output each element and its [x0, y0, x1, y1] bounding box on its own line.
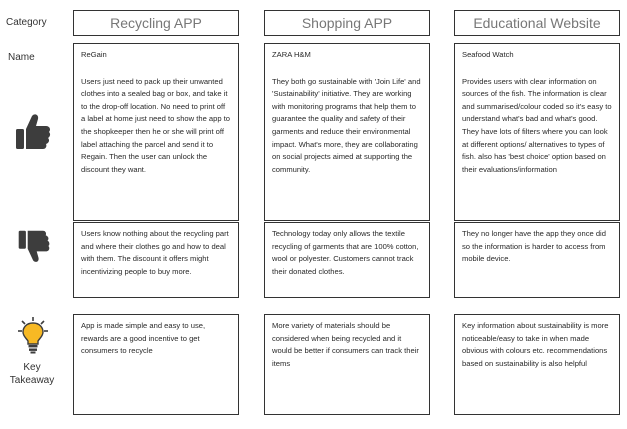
cons-text-recycling: Users know nothing about the recycling part and where their clothes go and how to deal with them. The discount it offers might incentivizing people to buy more. — [81, 229, 229, 276]
pros-cell-recycling — [73, 43, 239, 221]
key-takeaway-label: Key Takeaway — [9, 362, 55, 386]
takeaway-text-shopping: More variety of materials should be considered when being recycled and it would be better if consumers can track their items — [272, 321, 419, 368]
takeaway-text-recycling: App is made simple and easy to use, rewards are a good incentive to get consumers to recycle — [81, 321, 206, 356]
site-name-seafood-watch: Seafood Watch — [462, 50, 514, 59]
thumbs-down-icon — [16, 228, 52, 264]
cons-cell-educational — [454, 222, 620, 298]
pros-text-recycling: Users just need to pack up their unwanted clothes into a sealed bag or box, and take it to the drop-off location. No need to print off a label at home just need to show the app to the shopkeeper then he or she will print off label attaching the parcel and send it to Regain. Then the user can unlock the discount they want. — [81, 76, 231, 174]
name-label: Name — [8, 52, 35, 63]
cons-text-shopping: Technology today only allows the textile recycling of garments that are 100% cotton, wool or polyester. Customers cannot track their donated clothes. — [272, 229, 419, 276]
takeaway-cell-shopping — [264, 314, 430, 415]
takeaway-cell-educational — [454, 314, 620, 415]
column-header-recycling: Recycling APP — [73, 10, 239, 36]
takeaway-text-educational: Key information about sustainability is more noticeable/easy to take in when made obvious with colours etc. recommendations based on sustainability is also helpful — [462, 321, 609, 368]
thumbs-up-icon — [14, 112, 52, 152]
column-header-shopping: Shopping APP — [264, 10, 430, 36]
lightbulb-icon — [18, 316, 48, 354]
takeaway-cell-recycling — [73, 314, 239, 415]
category-label: Category — [6, 17, 47, 28]
pros-cell-shopping — [264, 43, 430, 221]
column-header-educational: Educational Website — [454, 10, 620, 36]
pros-text-educational: Provides users with clear information on sources of the fish. The information is clear and summarised/colour coded so it's easy to understand what's bad and what's good. They have lots of filters where you can look at different options/ alternatives to types of fish. also has 'best choice' option based on their evaluations/information — [462, 76, 612, 174]
pros-text-shopping: They both go sustainable with 'Join Life' and 'Sustainability' initiative. They are working with monitoring programs that help them to guarantee the quality and safety of their garments and reduce their environmental impact. What's more, they are collaborating on social projects aimed at supporting the community. — [272, 76, 421, 174]
pros-cell-educational — [454, 43, 620, 221]
cons-cell-shopping — [264, 222, 430, 298]
app-name-regain: ReGain — [81, 50, 107, 59]
app-name-zara-hm: ZARA H&M — [272, 50, 311, 59]
cons-text-educational: They no longer have the app they once did so the information is harder to access from mobile device. — [462, 229, 606, 264]
cons-cell-recycling — [73, 222, 239, 298]
